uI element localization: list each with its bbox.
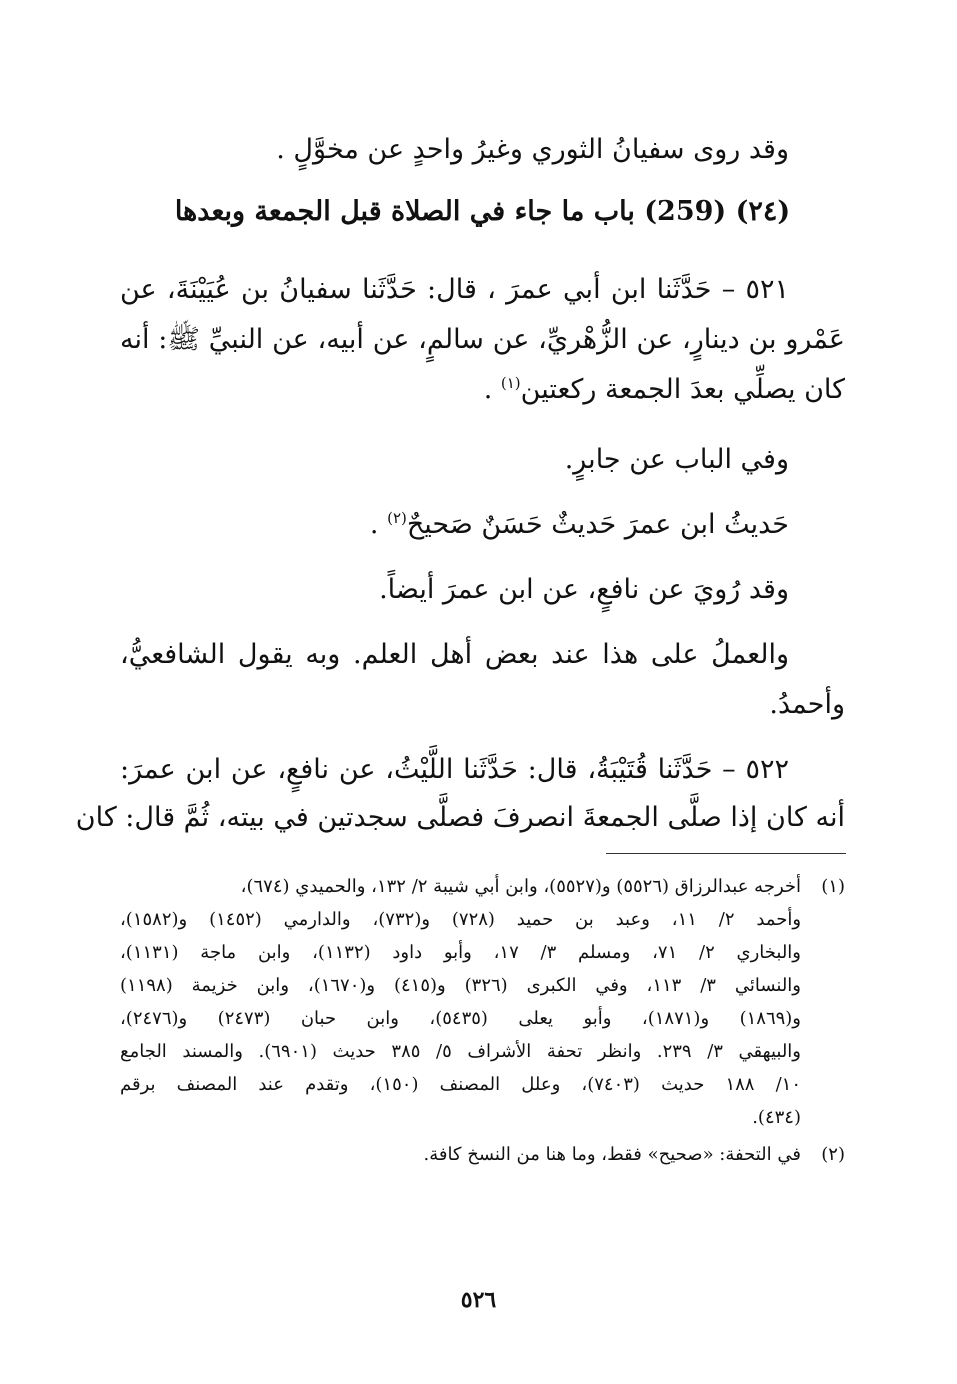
body-line-bab: وفي الباب عن جابرٍ. <box>564 444 789 475</box>
trailing-period-1: . <box>483 374 501 405</box>
trailing-period-2: . <box>369 509 388 540</box>
chapter-heading: (٢٤) (259) باب ما جاء في الصلاة قبل الجمعة وبعدها <box>174 196 791 227</box>
body-line-1: وقد روى سفيانُ الثوري وغيرُ واحدٍ عن مخوَّلٍ . <box>276 134 789 165</box>
body-line-hukm-text: حَديثُ ابن عمرَ حَديثٌ حَسَنٌ صَحيحٌ <box>406 509 789 540</box>
footnote-2-text: في التحفة: «صحيح» فقط، وما هنا من النسخ كافة. <box>423 1144 801 1165</box>
hadith-521-line-2: عَمْرو بن دينارٍ، عن الزُّهْريِّ، عن سالمٍ، عن أبيه، عن النبيِّ ﷺ: أنه <box>120 324 845 355</box>
footnote-1-line-8: (٤٣٤). <box>752 1107 801 1128</box>
body-line-amal-1: والعملُ على هذا عند بعض أهل العلم. وبه يقول الشافعيُّ، <box>120 639 789 670</box>
footnote-divider <box>606 853 846 854</box>
footnote-1-line-1: أخرجه عبدالرزاق (٥٥٢٦) و(٥٥٢٧)، وابن أبي شيبة ٢/ ١٣٢، والحميدي (٦٧٤)، <box>240 876 801 897</box>
hadith-522-line-2: أنه كان إذا صلَّى الجمعةَ انصرفَ فصلَّى سجدتين في بيته، ثُمَّ قال: كان <box>75 802 845 833</box>
footnote-1-line-7: ١٠/ ١٨٨ حديث (٧٤٠٣)، وعلل المصنف (١٥٠)، وتقدم عند المصنف برقم <box>120 1074 801 1095</box>
footnote-1-first-line <box>120 872 845 902</box>
footnote-ref-2[interactable]: (٢) <box>387 509 407 527</box>
footnote-1-number: (١) <box>821 876 845 897</box>
footnote-ref-1[interactable]: (١) <box>500 374 521 392</box>
body-line-riwaya: وقد رُويَ عن نافعٍ، عن ابن عمرَ أيضاً. <box>379 574 789 605</box>
footnote-1-line-3: والبخاري ٢/ ٧١، ومسلم ٣/ ١٧، وأبو داود (١١٣٢)، وابن ماجة (١١٣١)، <box>120 942 801 963</box>
hadith-521-line-3 <box>120 370 845 410</box>
footnote-2 <box>120 1140 845 1170</box>
footnote-1-line-5: و(١٨٦٩) و(١٨٧١)، وأبو يعلى (٥٤٣٥)، وابن حبان (٢٤٧٣) و(٢٤٧٦)، <box>120 1008 801 1029</box>
body-line-hukm <box>120 505 845 545</box>
body-line-amal-2: وأحمدُ. <box>769 689 845 720</box>
footnote-1-line-6: والبيهقي ٣/ ٢٣٩. وانظر تحفة الأشراف ٥/ ٣٨٥ حديث (٦٩٠١). والمسند الجامع <box>120 1041 801 1062</box>
hadith-521-line-3-text: كان يصلِّي بعدَ الجمعة ركعتين <box>520 374 845 405</box>
page-number: ٥٢٦ <box>460 1287 497 1313</box>
hadith-521-line-1: ٥٢١ – حَدَّثَنا ابن أبي عمرَ ، قال: حَدَّثَنا سفيانُ بن عُيَيْنَةَ، عن <box>120 274 789 305</box>
footnote-1-line-2: وأحمد ٢/ ١١، وعبد بن حميد (٧٢٨) و(٧٣٢)، والدارمي (١٤٥٢) و(١٥٨٢)، <box>120 909 802 930</box>
hadith-522-line-1: ٥٢٢ – حَدَّثَنا قُتَيْبَةُ، قال: حَدَّثَنا اللَّيْثُ، عن نافعٍ، عن ابن عمرَ: <box>120 754 789 785</box>
footnote-1-line-4: والنسائي ٣/ ١١٣، وفي الكبرى (٣٢٦) و(٤١٥) و(١٦٧٠)، وابن خزيمة (١١٩٨) <box>120 975 801 996</box>
footnote-2-number: (٢) <box>821 1144 845 1165</box>
